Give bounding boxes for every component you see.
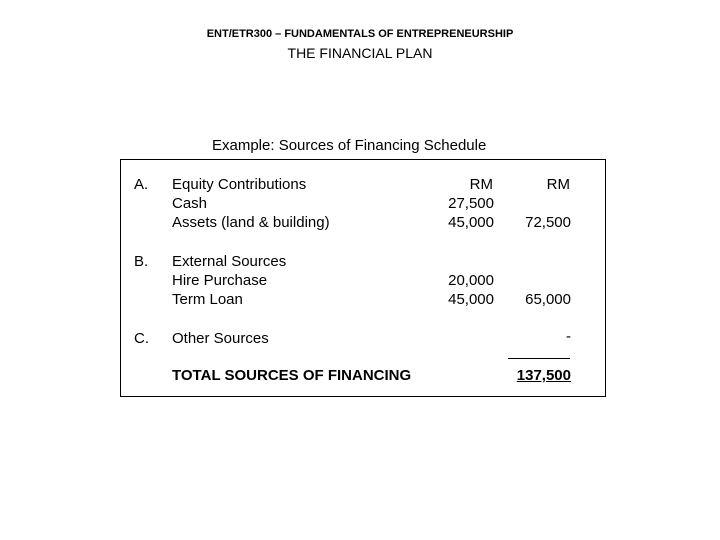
section-a-letter: A. <box>134 176 149 193</box>
row-subtotal: - <box>566 328 571 345</box>
row-amount: 45,000 <box>448 214 494 231</box>
total-amount: 137,500 <box>516 367 571 384</box>
total-rule <box>508 358 570 359</box>
row-label: Hire Purchase <box>172 272 268 289</box>
row-subtotal: 72,500 <box>525 214 571 231</box>
col2-header: RM <box>546 176 570 193</box>
row-label: Cash <box>172 195 208 212</box>
row-label: Assets (land & building) <box>172 214 330 231</box>
course-title: ENT/ETR300 – FUNDAMENTALS OF ENTREPRENEURSHIP <box>206 28 514 40</box>
section-b-heading: External Sources <box>172 253 287 270</box>
section-a-heading: Equity Contributions <box>172 176 307 193</box>
row-subtotal: 65,000 <box>525 291 571 308</box>
financing-schedule-table <box>120 159 606 397</box>
section-c-heading: Other Sources <box>172 330 269 347</box>
example-title: Example: Sources of Financing Schedule <box>212 137 487 154</box>
section-b-letter: B. <box>134 253 149 270</box>
row-amount: 27,500 <box>448 195 494 212</box>
col1-header: RM <box>469 176 493 193</box>
section-c-letter: C. <box>134 330 149 347</box>
row-amount: 20,000 <box>448 272 494 289</box>
total-label: TOTAL SOURCES OF FINANCING <box>172 367 412 384</box>
row-label: Term Loan <box>172 291 243 308</box>
row-amount: 45,000 <box>448 291 494 308</box>
page-title: THE FINANCIAL PLAN <box>287 45 433 61</box>
